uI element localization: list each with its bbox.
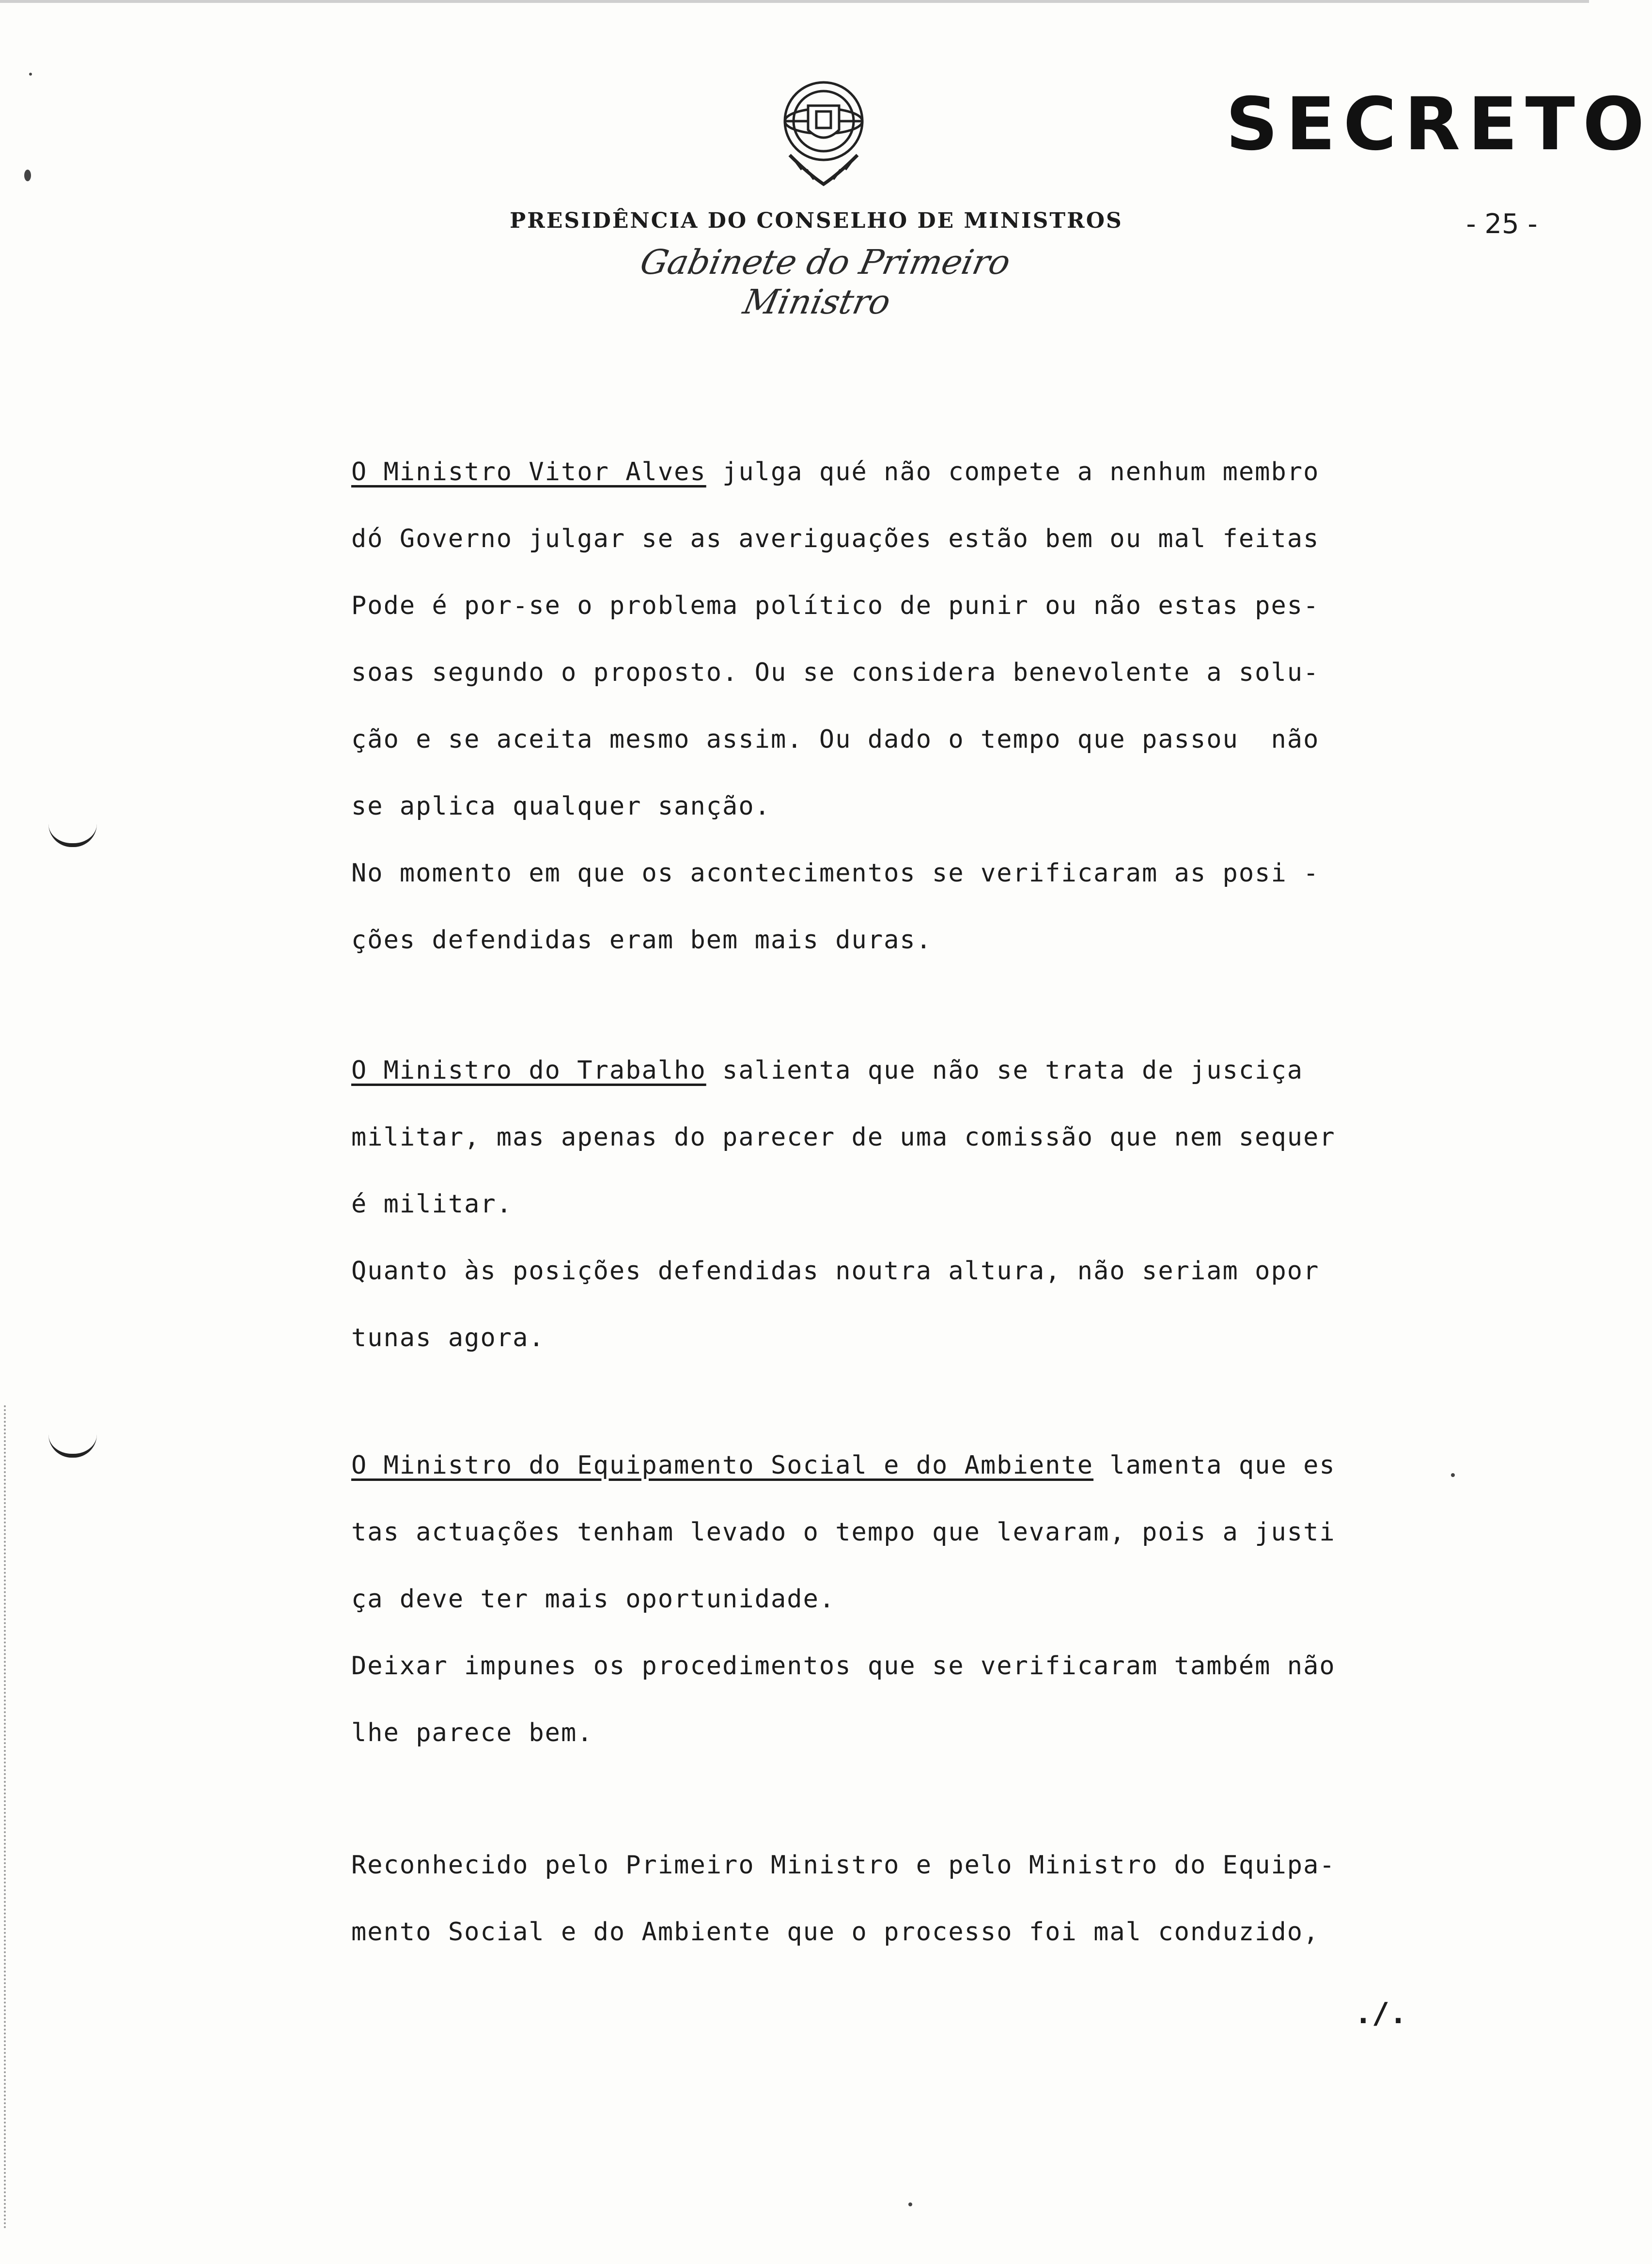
scan-speck (29, 73, 32, 76)
line-text: julga qué não compete a nenhum membro (706, 457, 1320, 487)
paragraph-line: Pode é por-se o problema político de punir ou não estas pes- (351, 591, 1320, 620)
cabinet-subtitle: Gabinete do Primeiro Ministro (637, 242, 1014, 322)
scan-speck (1451, 1473, 1455, 1477)
binding-edge (4, 1405, 8, 2229)
paragraph-line: tas actuações tenham levado o tempo que levaram, pois a justi (351, 1518, 1336, 1547)
paragraph-vitor-alves (351, 439, 1436, 974)
top-rule (0, 0, 1589, 3)
paragraph-line: lhe parece bem. (351, 1718, 593, 1747)
line-text: salienta que não se trata de jusciça (706, 1056, 1304, 1085)
institution-name: PRESIDÊNCIA DO CONSELHO DE MINISTROS (510, 208, 1123, 233)
page-number: - 25 - (1466, 208, 1538, 240)
continuation-mark: ./. (1354, 1997, 1407, 2030)
paragraph-line: ção e se aceita mesmo assim. Ou dado o tempo que passou não (351, 725, 1320, 754)
speaker-name: O Ministro do Trabalho (351, 1056, 706, 1085)
classification-stamp: SECRETO (1226, 82, 1652, 167)
paragraph-line: No momento em que os acontecimentos se verificaram as posi - (351, 859, 1320, 888)
paragraph-line: Deixar impunes os procedimentos que se verificaram também não (351, 1651, 1336, 1681)
paragraph-line: dó Governo julgar se as averiguações estão bem ou mal feitas (351, 524, 1320, 553)
paragraph-first-line (351, 1037, 1436, 1104)
scan-speck (908, 2202, 912, 2206)
scan-speck (24, 170, 31, 181)
paragraph-line: mento Social e do Ambiente que o processo foi mal conduzido, (351, 1918, 1320, 1947)
paragraph-line: é militar. (351, 1190, 513, 1219)
portuguese-coat-of-arms-icon (761, 73, 887, 199)
speaker-name: O Ministro Vitor Alves (351, 457, 706, 487)
margin-mark (48, 1434, 97, 1458)
paragraph-first-line (351, 439, 1436, 505)
paragraph-line: tunas agora. (351, 1323, 545, 1352)
paragraph-ministro-trabalho (351, 1037, 1436, 1371)
paragraph-first-line (351, 1432, 1436, 1499)
paragraph-line: soas segundo o proposto. Ou se considera benevolente a solu- (351, 658, 1320, 687)
paragraph-ministro-equipamento (351, 1432, 1436, 1766)
line-text: lamenta que es (1093, 1451, 1336, 1480)
margin-mark (48, 824, 97, 847)
paragraph-line: Quanto às posições defendidas noutra altura, não seriam opor (351, 1257, 1320, 1286)
paragraph-line: se aplica qualquer sanção. (351, 792, 771, 821)
paragraph-reconhecido (351, 1832, 1436, 1965)
paragraph-first-line: Reconhecido pelo Primeiro Ministro e pelo Ministro do Equipa- (351, 1851, 1336, 1880)
paragraph-line: ções defendidas eram bem mais duras. (351, 926, 933, 955)
paragraph-line: militar, mas apenas do parecer de uma comissão que nem sequer (351, 1123, 1336, 1152)
paragraph-line: ça deve ter mais oportunidade. (351, 1585, 836, 1614)
speaker-name: O Ministro do Equipamento Social e do Ambiente (351, 1451, 1094, 1480)
